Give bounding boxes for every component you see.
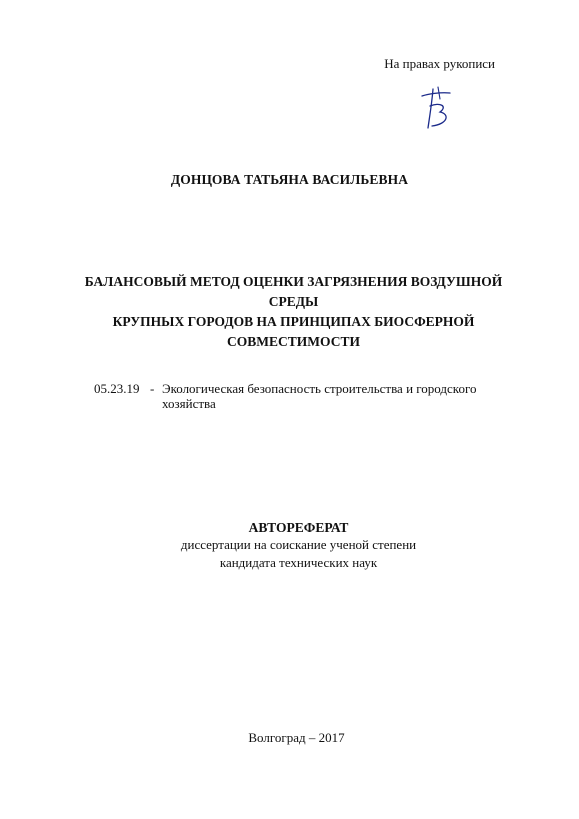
abstract-block — [18, 519, 579, 572]
specialty-description-line: Экологическая безопасность строительства и городского — [162, 381, 477, 396]
title-line: СОВМЕСТИМОСТИ — [227, 334, 360, 349]
specialty-separator: - — [150, 381, 155, 396]
dissertation-title — [60, 272, 527, 352]
specialty-code: 05.23.19 — [94, 381, 140, 396]
place-and-year: Волгоград – 2017 — [248, 730, 345, 745]
specialty-description — [162, 381, 512, 411]
title-line: КРУПНЫХ ГОРОДОВ НА ПРИНЦИПАХ БИОСФЕРНОЙ — [112, 314, 475, 329]
title-line: БАЛАНСОВЫЙ МЕТОД ОЦЕНКИ ЗАГРЯЗНЕНИЯ ВОЗДУШНОЙ СРЕДЫ — [84, 274, 503, 309]
handwritten-signature — [418, 84, 458, 132]
abstract-heading: АВТОРЕФЕРАТ — [248, 520, 349, 535]
abstract-purpose: диссертации на соискание ученой степени — [180, 537, 417, 552]
specialty-description-line: хозяйства — [162, 396, 216, 411]
manuscript-rights-note: На правах рукописи — [384, 56, 495, 71]
abstract-degree: кандидата технических наук — [219, 555, 378, 570]
author-name: ДОНЦОВА ТАТЬЯНА ВАСИЛЬЕВНА — [170, 172, 409, 187]
